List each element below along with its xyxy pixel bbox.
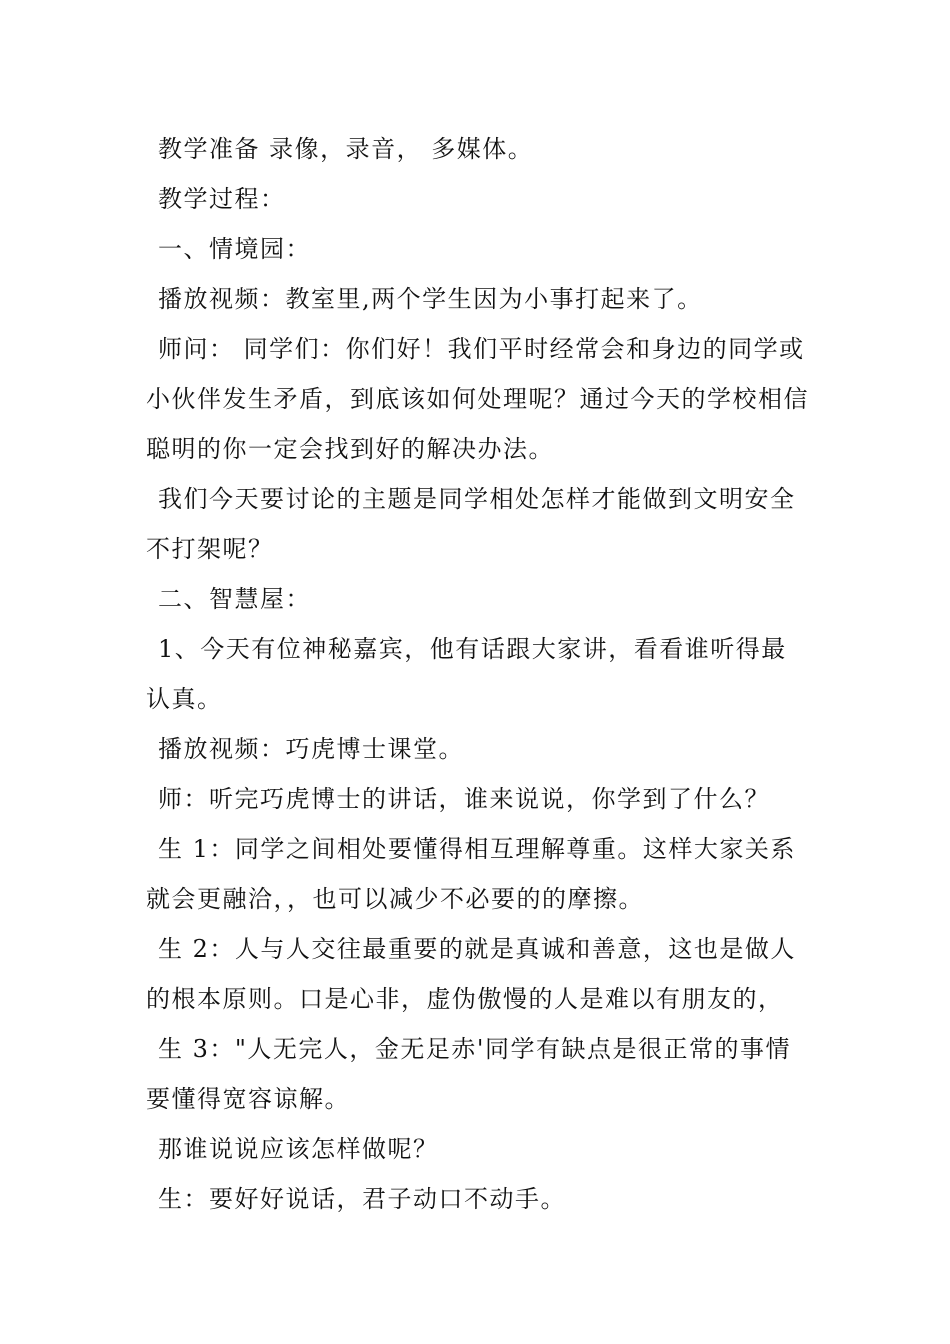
document-body <box>146 124 812 1224</box>
paragraph-student-1: 生 1：同学之间相处要懂得相互理解尊重。这样大家关系就会更融洽，，也可以减少不必要的的摩擦。 <box>146 835 796 913</box>
paragraph-student-2: 生 2：人与人交往最重要的就是真诚和善意，这也是做人的根本原则。口是心非，虚伪傲慢的人是难以有朋友的， <box>146 935 796 1013</box>
section-heading-wisdom-house: 二、智慧屋： <box>158 585 311 613</box>
section-heading-scenario: 一、情境园： <box>158 235 311 263</box>
paragraph-teaching-preparation: 教学准备 录像，录音， 多媒体。 <box>158 135 534 163</box>
paragraph-video-classroom: 播放视频：教室里,两个学生因为小事打起来了。 <box>158 285 703 313</box>
paragraph-topic: 我们今天要讨论的主题是同学相处怎样才能做到文明安全不打架呢？ <box>146 485 796 563</box>
paragraph-mystery-guest: 1、今天有位神秘嘉宾，他有话跟大家讲，看看谁听得最认真。 <box>146 635 787 713</box>
paragraph-teaching-process: 教学过程： <box>158 185 286 213</box>
paragraph-teacher-question: 师问： 同学们：你们好！我们平时经常会和身边的同学或小伙伴发生矛盾，到底该如何处理呢？通过今天的学校相信聪明的你一定会找到好的解决办法。 <box>146 335 809 463</box>
paragraph-video-qiaohu: 播放视频：巧虎博士课堂。 <box>158 735 464 763</box>
paragraph-how-to-do: 那谁说说应该怎样做呢？ <box>158 1135 439 1163</box>
paragraph-student-answer: 生：要好好说话，君子动口不动手。 <box>158 1185 566 1213</box>
paragraph-student-3: 生 3："人无完人，金无足赤'同学有缺点是很正常的事情要懂得宽容谅解。 <box>146 1035 792 1113</box>
paragraph-teacher-ask: 师：听完巧虎博士的讲话，谁来说说，你学到了什么？ <box>158 785 770 813</box>
